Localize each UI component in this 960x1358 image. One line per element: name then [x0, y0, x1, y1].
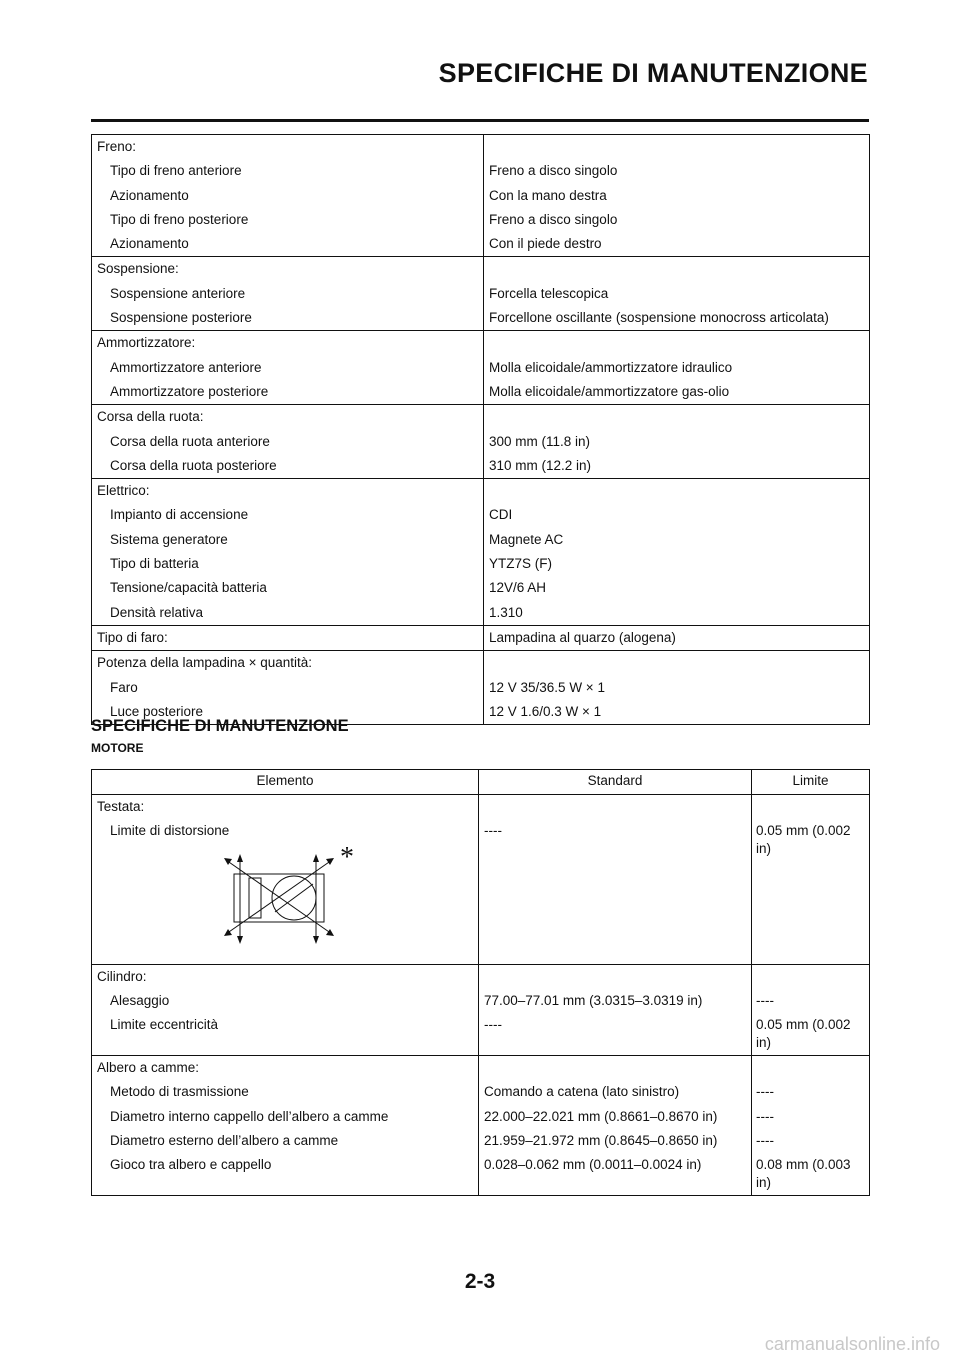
general-specs-table — [91, 134, 870, 725]
group-label: Tipo di faro: — [97, 629, 168, 645]
spec-group-freno — [92, 135, 870, 257]
limit-value: 0.08 mm (0.003 in) — [756, 1157, 851, 1191]
spec-item: Tipo di freno anteriore — [110, 163, 242, 179]
spec-value: 1.310 — [489, 604, 523, 620]
spec-group-cilindro — [92, 964, 870, 1056]
section-title: SPECIFICHE DI MANUTENZIONE — [91, 717, 349, 735]
group-label: Freno: — [97, 139, 137, 154]
spec-item: Sistema generatore — [110, 531, 228, 547]
limit-value: 0.05 mm (0.002 in) — [756, 823, 851, 857]
spec-item: Gioco tra albero e cappello — [110, 1157, 272, 1173]
spec-item: Faro — [110, 679, 138, 695]
spec-value: 12 V 1.6/0.3 W × 1 — [489, 703, 602, 719]
standard-value: 22.000–22.021 mm (0.8661–0.8670 in) — [484, 1108, 718, 1124]
spec-value: CDI — [489, 507, 513, 523]
spec-item: Limite di distorsione — [110, 823, 230, 839]
spec-item: Tipo di freno posteriore — [110, 211, 249, 227]
spec-group-tipo-faro — [92, 625, 870, 650]
spec-item: Tipo di batteria — [110, 556, 199, 572]
spec-item: Alesaggio — [110, 992, 170, 1008]
spec-value: Lampadina al quarzo (alogena) — [489, 629, 676, 645]
spec-item: Diametro esterno dell’albero a camme — [110, 1133, 339, 1149]
group-label: Elettrico: — [97, 483, 150, 499]
spec-item: Densità relativa — [110, 604, 204, 620]
spec-item: Corsa della ruota posteriore — [110, 457, 277, 473]
spec-value: Con il piede destro — [489, 236, 602, 252]
spec-item: Sospensione posteriore — [110, 310, 252, 326]
spec-value: Freno a disco singolo — [489, 211, 618, 227]
spec-value: Freno a disco singolo — [489, 163, 618, 179]
spec-item: Azionamento — [110, 187, 189, 203]
spec-item: Corsa della ruota anteriore — [110, 433, 270, 449]
spec-item: Ammortizzatore posteriore — [110, 383, 269, 399]
spec-value: 300 mm (11.8 in) — [489, 433, 591, 449]
spec-item: Luce posteriore — [110, 703, 204, 719]
group-label: Corsa della ruota: — [97, 409, 204, 425]
limit-value: ---- — [756, 992, 774, 1008]
spec-group-potenza-lampadina — [92, 651, 870, 725]
standard-value: Comando a catena (lato sinistro) — [484, 1084, 680, 1100]
spec-group-sospensione — [92, 257, 870, 331]
spec-item: Azionamento — [110, 236, 189, 252]
page-number: 2-3 — [464, 1270, 496, 1293]
limit-value: ---- — [756, 1108, 774, 1124]
spec-item: Sospensione anteriore — [110, 285, 246, 301]
spec-value: Magnete AC — [489, 531, 564, 547]
spec-value: Forcella telescopica — [489, 285, 609, 301]
group-label: Sospensione: — [97, 261, 179, 277]
group-label: Potenza della lampadina × quantità: — [97, 655, 313, 671]
engine-specs-table — [91, 769, 870, 1196]
spec-group-ammortizzatore — [92, 331, 870, 405]
spec-value: 12 V 35/36.5 W × 1 — [489, 679, 605, 695]
page-header-title: SPECIFICHE DI MANUTENZIONE — [438, 58, 868, 88]
limit-value: ---- — [756, 1084, 774, 1100]
spec-item: Ammortizzatore anteriore — [110, 359, 262, 375]
spec-item: Diametro interno cappello dell’albero a camme — [110, 1108, 389, 1124]
group-label: Ammortizzatore: — [97, 335, 196, 351]
header-standard: Standard — [479, 770, 752, 795]
spec-item: Impianto di accensione — [110, 507, 249, 523]
spec-value: 12V/6 AH — [489, 580, 547, 596]
header-limite: Limite — [792, 773, 829, 788]
spec-item: Metodo di trasmissione — [110, 1084, 249, 1100]
spec-item: Limite eccentricità — [110, 1017, 219, 1033]
standard-value: 77.00–77.01 mm (3.0315–3.0319 in) — [484, 992, 703, 1008]
group-label: Testata: — [97, 799, 145, 814]
group-label: Cilindro: — [97, 968, 147, 984]
standard-value: ---- — [484, 823, 502, 839]
spec-value: Forcellone oscillante (sospensione monocross articolata) — [489, 310, 829, 326]
spec-group-albero-camme — [92, 1056, 870, 1196]
spec-group-elettrico — [92, 479, 870, 626]
watermark: carmanualsonline.info — [764, 1334, 940, 1354]
group-label: Albero a camme: — [97, 1060, 200, 1076]
spec-value: 310 mm (12.2 in) — [489, 457, 592, 473]
spec-value: Molla elicoidale/ammortizzatore idraulico — [489, 359, 733, 375]
spec-value: Molla elicoidale/ammortizzatore gas-olio — [489, 383, 730, 399]
limit-value: 0.05 mm (0.002 in) — [756, 1017, 851, 1051]
spec-group-corsa-ruota — [92, 405, 870, 479]
standard-value: ---- — [484, 1017, 502, 1033]
spec-item: Tensione/capacità batteria — [110, 580, 267, 596]
spec-value: Con la mano destra — [489, 187, 607, 203]
spec-group-testata — [92, 795, 870, 965]
limit-value: ---- — [756, 1133, 774, 1149]
header-elemento: Elemento — [92, 770, 479, 795]
spec-value: YTZ7S (F) — [489, 556, 552, 572]
section-subtitle: MOTORE — [91, 741, 144, 755]
table-header-row — [92, 770, 870, 795]
standard-value: 21.959–21.972 mm (0.8645–0.8650 in) — [484, 1133, 718, 1149]
standard-value: 0.028–0.062 mm (0.0011–0.0024 in) — [484, 1157, 702, 1173]
header-rule — [91, 119, 869, 122]
asterisk-mark: * — [340, 841, 354, 873]
